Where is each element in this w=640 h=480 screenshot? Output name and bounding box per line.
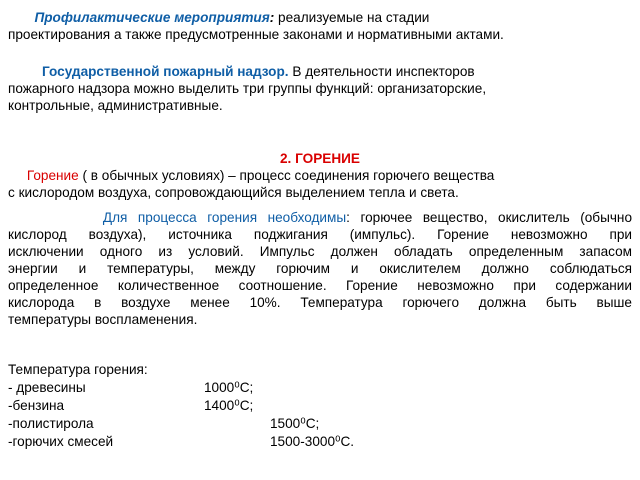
paragraph-prevention-text1: реализуемые на стадии <box>274 10 430 25</box>
temperature-row <box>8 433 632 451</box>
term-prevention: Профилактические мероприятия <box>34 10 270 25</box>
temperature-material: -полистирола <box>8 416 94 431</box>
paragraph-conditions-line: кислород воздуха), источника поджигания (импульс). Горение невозможно при <box>8 227 632 242</box>
paragraph-fire-supervision-line3: контрольные, административные. <box>8 98 223 113</box>
temperature-material: -горючих смесей <box>8 434 114 449</box>
temperature-list <box>8 361 632 451</box>
term-combustion: Горение <box>26 168 79 183</box>
temperature-value: 1400⁰С; <box>204 398 254 413</box>
paragraph-fire-supervision-line1 <box>8 63 632 80</box>
section-heading: 2. ГОРЕНИЕ <box>279 151 360 166</box>
paragraph-conditions-last-line: температуры воспламенения. <box>8 312 198 327</box>
term-fire-supervision: Государственной пожарный надзор. <box>42 64 289 79</box>
paragraph-conditions-line: кислорода в воздухе менее 10%. Температура горючего должна быть выше <box>8 295 632 310</box>
temperature-row <box>8 415 632 433</box>
paragraph-combustion-line2: с кислородом воздуха, сопровождающийся выделением тепла и света. <box>8 185 459 200</box>
temperature-material: - древесины <box>8 380 86 395</box>
temperature-material: -бензина <box>8 398 65 413</box>
paragraph-combustion-definition <box>8 167 632 201</box>
temperature-value: 1000⁰С; <box>204 380 254 395</box>
paragraph-combustion-line1 <box>8 167 632 184</box>
temperature-list-title <box>8 361 632 379</box>
temperature-value: 1500-3000⁰С. <box>270 434 355 449</box>
paragraph-combustion-conditions <box>8 209 632 328</box>
temperature-row <box>8 379 632 397</box>
term-conditions: Для процесса горения необходимы <box>102 210 347 225</box>
paragraph-conditions-line: исключении одного из условий. Импульс должен обладать определенным запасом <box>8 244 632 259</box>
temperature-title: Температура горения: <box>8 362 148 377</box>
term-prevention-colon: : <box>269 10 275 25</box>
paragraph-fire-supervision-line2: пожарного надзора можно выделить три группы функций: организаторские, <box>8 81 487 96</box>
paragraph-prevention-line1 <box>8 9 632 26</box>
paragraph-conditions-line1 <box>8 209 632 226</box>
paragraph-conditions-text1: : горючее вещество, окислитель (обычно <box>346 210 633 225</box>
paragraph-conditions-line: энергии и температуры, между горючим и окислителем должно соблюдаться <box>8 261 632 276</box>
temperature-row <box>8 397 632 415</box>
paragraph-prevention-line2: проектирования а также предусмотренные законами и нормативными актами. <box>8 27 504 42</box>
paragraph-prevention <box>8 9 632 43</box>
paragraph-combustion-text1: ( в обычных условиях) – процесс соединения горючего вещества <box>78 168 495 183</box>
paragraph-conditions-line: определенное количественное соотношение. Горение невозможно при содержании <box>8 278 632 293</box>
temperature-value: 1500⁰С; <box>270 416 320 431</box>
paragraph-fire-supervision-text1: В деятельности инспекторов <box>288 64 475 79</box>
paragraph-fire-supervision <box>8 63 632 114</box>
